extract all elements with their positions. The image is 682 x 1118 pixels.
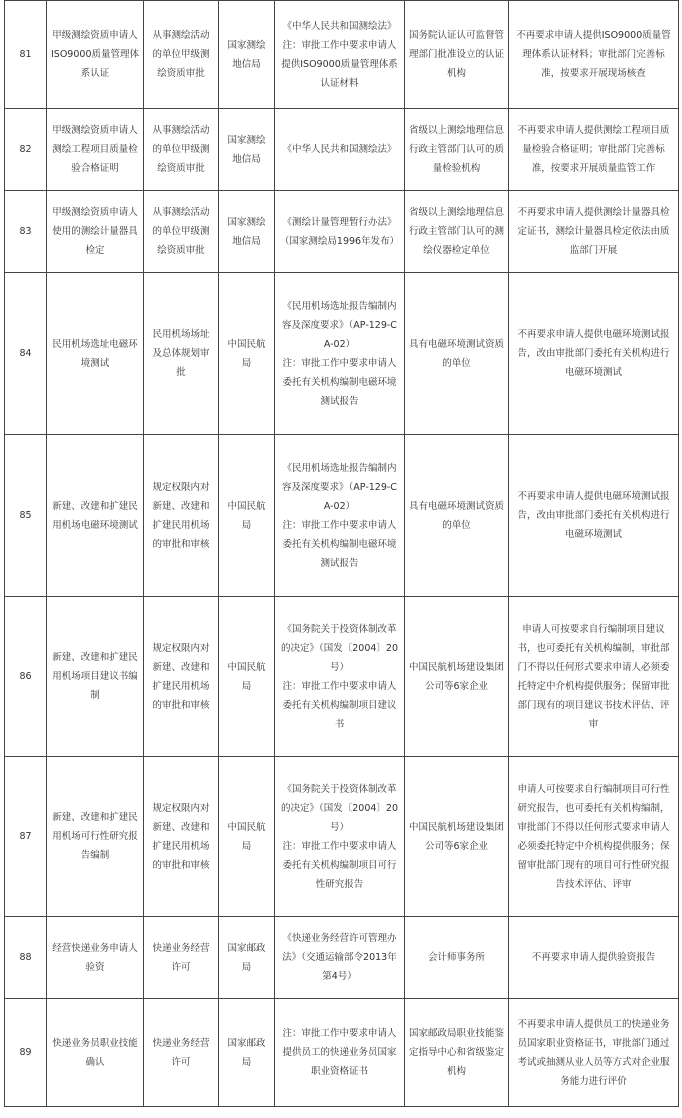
cell-text: 具有电磁环境测试资质的单位 <box>409 500 505 531</box>
agency-cell <box>405 597 509 757</box>
cell-text: 注：审批工作中要求申请人提供员工的快递业务员国家职业资格证书 <box>282 1028 397 1077</box>
agency-cell <box>405 273 509 435</box>
cell-text: 89 <box>19 1047 32 1058</box>
cell-text: 《国务院关于投资体制改革的决定》（国发〔2004〕20号） <box>280 623 398 673</box>
cell-text: 不再要求申请人提供电磁环境测试报告，改由审批部门委托有关机构进行电磁环境测试 <box>517 329 670 378</box>
cell-text: 《快递业务经营许可管理办法》（交通运输部令2013年第4号） <box>282 933 397 982</box>
cell-text: 《民用机场选址报告编制内容及深度要求》（AP-129-CA-02） <box>282 462 397 512</box>
cell-text: 《中华人民共和国测绘法》 <box>282 144 397 155</box>
cell-text: 不再要求申请人提供测绘计量器具检定证书，测绘计量器具检定依法由质监部门开展 <box>517 207 670 256</box>
cell-text: 快递业务经营许可 <box>152 942 210 973</box>
cell-text: 民用机场选址电磁环境测试 <box>52 338 138 369</box>
cell-text: 规定权限内对新建、改建和扩建民用机场的审批和审核 <box>152 481 210 550</box>
cell-text: 不再要求申请人提供验资报告 <box>531 952 656 963</box>
cell-text: 中国民航局 <box>227 821 266 852</box>
cell-text: 87 <box>19 831 32 842</box>
cell-text: 从事测绘活动的单位甲级测绘资质审批 <box>152 30 210 79</box>
cell-text: 注：审批工作中要求申请人委托有关机构编制电磁环境测试报告 <box>282 519 397 569</box>
cell-text: 国家测绘地信局 <box>227 39 266 70</box>
row-number-cell <box>5 273 47 435</box>
service-item-cell <box>47 597 144 757</box>
department-cell <box>219 273 275 435</box>
agency-cell <box>405 1 509 109</box>
service-item-cell <box>47 109 144 191</box>
table-body <box>5 1 679 1107</box>
agency-cell <box>405 109 509 191</box>
row-number-cell <box>5 917 47 999</box>
department-cell <box>219 917 275 999</box>
cell-text: 具有电磁环境测试资质的单位 <box>409 338 505 369</box>
department-cell <box>219 109 275 191</box>
legal-basis-cell <box>275 597 405 757</box>
cell-text: 规定权限内对新建、改建和扩建民用机场的审批和审核 <box>152 642 210 711</box>
approval-item-cell <box>144 1 219 109</box>
handling-cell <box>509 917 679 999</box>
cell-text: 不再要求申请人提供ISO9000质量管理体系认证材料；审批部门完善标准，按要求开展现场核查 <box>516 30 671 79</box>
cell-text: 83 <box>19 226 32 237</box>
agency-cell <box>405 757 509 917</box>
department-cell <box>219 999 275 1107</box>
row-number-cell <box>5 435 47 597</box>
cell-text: 快递业务员职业技能确认 <box>52 1037 138 1068</box>
cell-text: 国家邮政局职业技能鉴定指导中心和省级鉴定机构 <box>409 1028 505 1077</box>
legal-basis-cell <box>275 917 405 999</box>
approval-item-cell <box>144 109 219 191</box>
cell-text: 省级以上测绘地理信息行政主管部门认可的质量检验机构 <box>409 125 505 174</box>
table-row <box>5 999 679 1107</box>
cell-text: 中国民航局 <box>227 338 266 369</box>
cell-text: 82 <box>19 144 32 155</box>
cell-text: 甲级测绘资质申请人ISO9000质量管理体系认证 <box>51 30 139 79</box>
handling-cell <box>509 597 679 757</box>
cell-text: 中国民航局 <box>227 661 266 692</box>
table-row <box>5 191 679 273</box>
legal-basis-cell <box>275 109 405 191</box>
approval-item-cell <box>144 999 219 1107</box>
cell-text: 国家邮政局 <box>227 942 266 973</box>
cell-text: 民用机场场址及总体规划审批 <box>152 329 210 378</box>
cell-text: 88 <box>19 952 32 963</box>
row-number-cell <box>5 757 47 917</box>
table-row <box>5 597 679 757</box>
agency-cell <box>405 917 509 999</box>
cell-text: 甲级测绘资质申请人使用的测绘计量器具检定 <box>52 207 138 256</box>
cell-text: 85 <box>19 510 32 521</box>
service-item-cell <box>47 999 144 1107</box>
handling-cell <box>509 757 679 917</box>
legal-basis-cell <box>275 1 405 109</box>
handling-cell <box>509 191 679 273</box>
cell-text: 省级以上测绘地理信息行政主管部门认可的测绘仪器检定单位 <box>409 207 505 256</box>
cell-text: 新建、改建和扩建民用机场项目建议书编制 <box>52 652 138 701</box>
approval-item-cell <box>144 191 219 273</box>
table-row <box>5 109 679 191</box>
cell-text: 快递业务经营许可 <box>152 1037 210 1068</box>
cell-text: 新建、改建和扩建民用机场电磁环境测试 <box>52 500 138 531</box>
department-cell <box>219 1 275 109</box>
approval-item-cell <box>144 757 219 917</box>
table-row <box>5 435 679 597</box>
department-cell <box>219 757 275 917</box>
row-number-cell <box>5 191 47 273</box>
cell-text: 84 <box>19 348 32 359</box>
cell-text: 86 <box>19 671 32 682</box>
cell-text: 申请人可按要求自行编制项目可行性研究报告，也可委托有关机构编制，审批部门不得以任何形式要求申请人必须委托特定中介机构提供服务；保留审批部门现有的项目可行性研究报告技术评估、评审 <box>517 783 670 890</box>
legal-basis-cell <box>275 757 405 917</box>
service-item-cell <box>47 191 144 273</box>
agency-cell <box>405 999 509 1107</box>
handling-cell <box>509 435 679 597</box>
row-number-cell <box>5 597 47 757</box>
approval-item-cell <box>144 597 219 757</box>
requirements-table <box>4 0 679 1107</box>
approval-item-cell <box>144 435 219 597</box>
cell-text: 81 <box>19 49 32 60</box>
agency-cell <box>405 191 509 273</box>
service-item-cell <box>47 757 144 917</box>
row-number-cell <box>5 109 47 191</box>
cell-text: 不再要求申请人提供电磁环境测试报告，改由审批部门委托有关机构进行电磁环境测试 <box>517 491 670 540</box>
cell-text: 注：审批工作中要求申请人委托有关机构编制电磁环境测试报告 <box>282 357 397 407</box>
cell-text: 《国务院关于投资体制改革的决定》（国发〔2004〕20号） <box>280 783 398 833</box>
row-number-cell <box>5 999 47 1107</box>
service-item-cell <box>47 435 144 597</box>
table-row <box>5 273 679 435</box>
cell-text: 申请人可按要求自行编制项目建议书，也可委托有关机构编制，审批部门不得以任何形式要求申请人必须委托特定中介机构提供服务；保留审批部门现有的项目建议书技术评估、评审 <box>517 623 670 730</box>
cell-text: 新建、改建和扩建民用机场可行性研究报告编制 <box>52 812 138 861</box>
cell-text: 国务院认证认可监督管理部门批准设立的认证机构 <box>409 30 505 79</box>
cell-text: 会计师事务所 <box>427 952 485 963</box>
approval-item-cell <box>144 273 219 435</box>
legal-basis-cell <box>275 191 405 273</box>
table-row <box>5 917 679 999</box>
cell-text: 从事测绘活动的单位甲级测绘资质审批 <box>152 125 210 174</box>
cell-text: 中国民航局 <box>227 500 266 531</box>
cell-text: 中国民航机场建设集团公司等6家企业 <box>409 821 505 852</box>
table-row <box>5 1 679 109</box>
cell-text: 《民用机场选址报告编制内容及深度要求》（AP-129-CA-02） <box>282 300 397 350</box>
cell-text: 《测绘计量管理暂行办法》（国家测绘局1996年发布） <box>279 216 400 247</box>
legal-basis-cell <box>275 999 405 1107</box>
cell-text: 注：审批工作中要求申请人委托有关机构编制项目建议书 <box>282 680 397 730</box>
cell-text: 注：审批工作中要求申请人委托有关机构编制项目可行性研究报告 <box>282 840 397 890</box>
service-item-cell <box>47 1 144 109</box>
department-cell <box>219 191 275 273</box>
cell-text: 规定权限内对新建、改建和扩建民用机场的审批和审核 <box>152 802 210 871</box>
handling-cell <box>509 1 679 109</box>
department-cell <box>219 435 275 597</box>
approval-item-cell <box>144 917 219 999</box>
legal-basis-cell <box>275 273 405 435</box>
legal-basis-cell <box>275 435 405 597</box>
handling-cell <box>509 109 679 191</box>
cell-text: 国家测绘地信局 <box>227 134 266 165</box>
cell-text: 国家测绘地信局 <box>227 216 266 247</box>
cell-text: 中国民航机场建设集团公司等6家企业 <box>409 661 505 692</box>
service-item-cell <box>47 273 144 435</box>
row-number-cell <box>5 1 47 109</box>
agency-cell <box>405 435 509 597</box>
cell-text: 不再要求申请人提供员工的快递业务员国家职业资格证书，审批部门通过考试或抽测从业人员等方式对企业服务能力进行评价 <box>517 1018 670 1087</box>
cell-text: 经营快递业务申请人验资 <box>52 942 138 973</box>
handling-cell <box>509 273 679 435</box>
cell-text: 甲级测绘资质申请人测绘工程项目质量检验合格证明 <box>52 125 138 174</box>
cell-text: 注：审批工作中要求申请人提供ISO9000质量管理体系认证材料 <box>281 39 398 89</box>
cell-text: 不再要求申请人提供测绘工程项目质量检验合格证明；审批部门完善标准，按要求开展质量监管工作 <box>517 125 670 174</box>
service-item-cell <box>47 917 144 999</box>
handling-cell <box>509 999 679 1107</box>
cell-text: 从事测绘活动的单位甲级测绘资质审批 <box>152 207 210 256</box>
department-cell <box>219 597 275 757</box>
cell-text: 《中华人民共和国测绘法》 <box>282 20 397 32</box>
cell-text: 国家邮政局 <box>227 1037 266 1068</box>
table-row <box>5 757 679 917</box>
